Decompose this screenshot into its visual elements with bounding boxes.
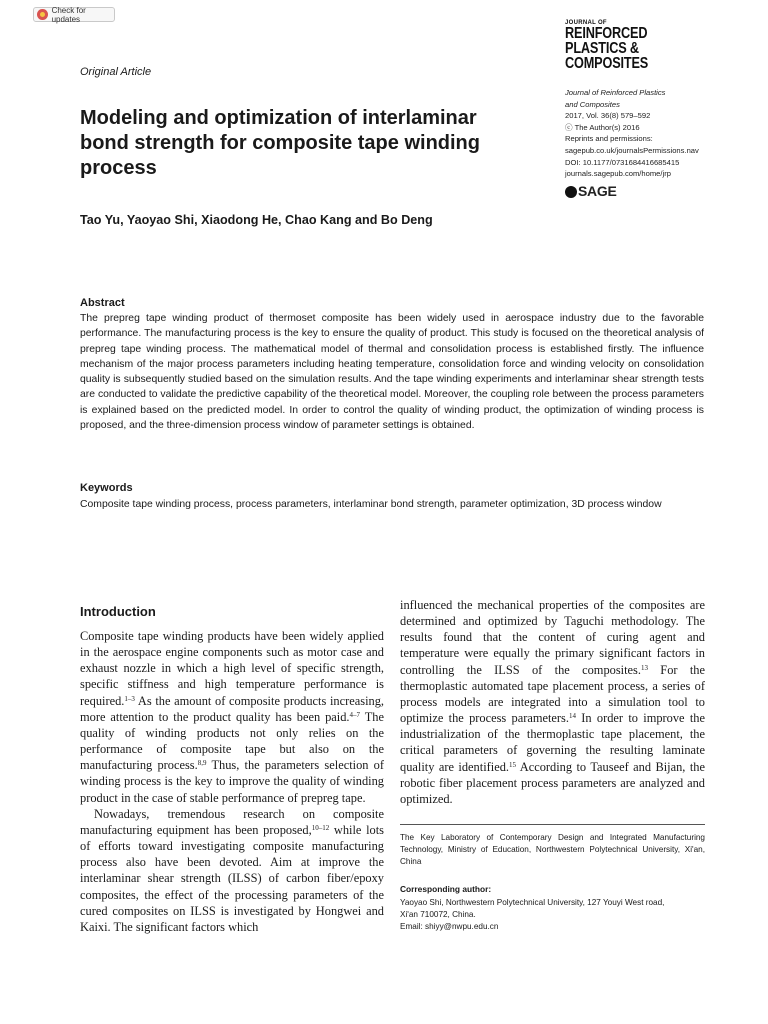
- corresponding-author-details: [400, 897, 705, 933]
- author-list: Tao Yu, Yaoyao Shi, Xiaodong He, Chao Kang and Bo Deng: [80, 213, 433, 227]
- volume-info: 2017, Vol. 36(8) 579–592: [565, 111, 651, 121]
- reprints-label: Reprints and permissions:: [565, 134, 653, 144]
- intro-paragraph-3: influenced the mechanical properties of the composites are determined and optimized by Taguchi methodology. The results found that the content of curing agent and temperature were equally the primary significant factors in controlling the ILSS of the composites.$^{13}$ For the thermoplastic automated tape placement process, a series of process models are integrated into a simulation tool to optimize the process parameters.$^{14}$ In order to improve the industrialization of the thermoplastic tape placement, the critical parameters of governing the resulting laminate quality are identified.$^{15}$ According to Tauseef and Bijan, the robotic fiber placement process parameters are analyzed and optimized.: [400, 598, 705, 806]
- citation[interactable]: 13: [640, 663, 648, 672]
- sage-logo: [565, 182, 745, 199]
- affiliation: The Key Laboratory of Contemporary Design and Integrated Manufacturing Technology, Ministry of Education, Northwestern Polytechnical University, Xi'an, China: [400, 833, 705, 866]
- intro-paragraph-2: Nowadays, tremendous research on composite manufacturing equipment has been proposed,$^{10-12}$ while lots of efforts toward investigating composite manufacturing process also have been devoted. Aim at improve the interlaminar shear strength (ILSS) of carbon fiber/epoxy composites, the effect of the processing parameters of the cured composites on ILSS is investigated by Hongwei and Kaixi. The significant factors which: [80, 806, 384, 934]
- intro-paragraph-1: Composite tape winding products have been widely applied in the aerospace engine components such as motor case and exhaust nozzle in which a high level of specific strength, specific stiffness and high temperature performance is required.$^{1-3}$ As the amount of composite products increasing, more attention to the product quality has been paid.$^{4-7}$ The quality of winding products not only relies on the performance of composite tape but also on the manufacturing process.$^{8,9}$ Thus, the parameters selection of winding process is the key to improve the quality of winding product in the case of stable performance of prepreg tape.: [80, 629, 384, 805]
- doi[interactable]: DOI: 10.1177/0731684416685415: [565, 157, 680, 167]
- permissions-link[interactable]: sagepub.co.uk/journalsPermissions.nav: [565, 145, 699, 155]
- citation[interactable]: 15: [509, 760, 516, 769]
- article-meta: [565, 87, 745, 198]
- corresponding-author-line2: Xi'an 710072, China.: [400, 910, 476, 919]
- abstract-text: The prepreg tape winding product of thermoset composite has been widely used in aerospace industry due to the favorable performance. The manufacturing process is the key to ensure the quality of product. This study is focused on the theoretical analysis of prepreg tape winding process. The mathematical model of thermal and consolidation process is established firstly. The influence mechanism of the major process parameters including heating temperature, consolidation force and winding velocity on consolidation quality is subsequently studied based on the simulation results. And the tape winding experiments and interlaminar shear strength tests are conducted to validate the predictive capability of the theoretical model. Moreover, the coupling role between the process parameters is explained based on the predicted model. In order to control the quality of winding product, the optimization of winding process is proposed, and the three-dimension process window of parameter settings is obtained.: [80, 313, 704, 432]
- crossmark-icon: [37, 9, 48, 20]
- citation[interactable]: 4–7: [349, 710, 361, 719]
- copyright: ⓒ The Author(s) 2016: [565, 122, 640, 132]
- journal-logo-line4: COMPOSITES: [565, 55, 649, 72]
- check-for-updates-badge[interactable]: [33, 7, 115, 22]
- body-column-right: [400, 597, 705, 807]
- journal-logo-line3: PLASTICS &: [565, 40, 639, 57]
- check-for-updates-label: Check for updates: [51, 5, 86, 24]
- corresponding-author-email[interactable]: Email: shiyy@nwpu.edu.cn: [400, 922, 499, 931]
- citation[interactable]: 14: [568, 712, 576, 721]
- journal-name-2: and Composites: [565, 99, 620, 109]
- journal-name-1: Journal of Reinforced Plastics: [565, 88, 666, 97]
- keywords-text: Composite tape winding process, process parameters, interlaminar bond strength, parameter optimization, 3D process window: [80, 499, 662, 510]
- article-type: Original Article: [80, 66, 152, 78]
- footnote-divider: [400, 824, 705, 825]
- journal-logo: [565, 20, 685, 71]
- journal-logo-line1: JOURNAL OF: [565, 20, 607, 26]
- citation[interactable]: 1–3: [124, 694, 135, 703]
- citation[interactable]: 10–12: [311, 823, 330, 832]
- article-title: Modeling and optimization of interlaminar bond strength for composite tape winding process: [80, 107, 480, 179]
- sage-mark-icon: [565, 186, 577, 198]
- body-column-left: [80, 628, 384, 935]
- citation[interactable]: 8,9: [197, 759, 207, 768]
- corresponding-author-line1: Yaoyao Shi, Northwestern Polytechnical University, 127 Youyi West road,: [400, 898, 665, 907]
- journal-home-link[interactable]: journals.sagepub.com/home/jrp: [565, 169, 671, 179]
- publisher-name: SAGE: [578, 182, 617, 199]
- introduction-heading: Introduction: [80, 604, 156, 619]
- journal-logo-line2: REINFORCED: [565, 25, 648, 42]
- corresponding-author-heading: Corresponding author:: [400, 884, 492, 894]
- keywords-heading: Keywords: [80, 482, 133, 494]
- abstract-heading: Abstract: [80, 297, 125, 309]
